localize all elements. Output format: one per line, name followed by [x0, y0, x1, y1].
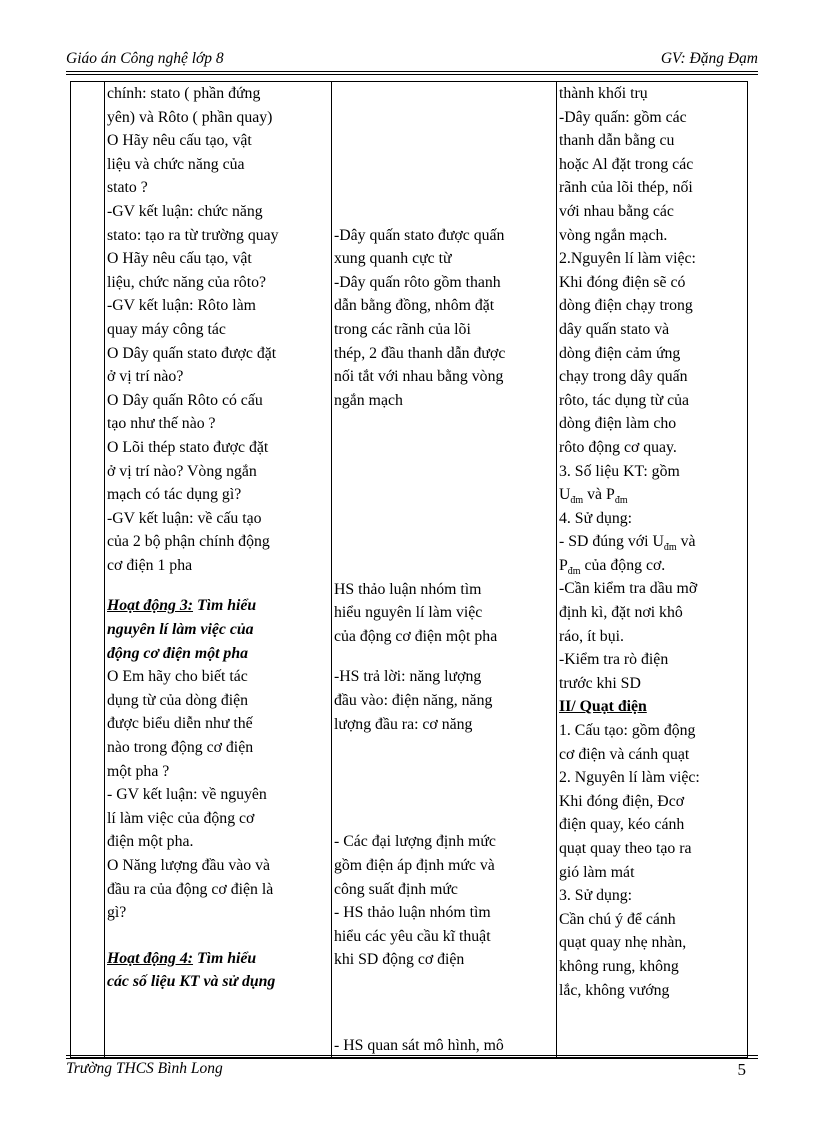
list-item: -Dây quấn: gồm các [559, 108, 687, 126]
text-and-p: và P [583, 486, 615, 504]
spacer [334, 736, 554, 830]
list-item: -HS trả lời: năng lượng [334, 668, 482, 686]
usage-line [559, 530, 745, 554]
list-item: O Hãy nêu cấu tạo, vật [107, 132, 252, 150]
list-item: -GV kết luận: Rôto làm [107, 297, 256, 315]
table-row [71, 82, 748, 1058]
list-item: 4. Sử dụng: [559, 509, 633, 527]
footer-rule-thin [66, 1058, 758, 1059]
list-item: định kì, đặt nơi khô [559, 604, 683, 622]
list-item: 3. Sử dụng: [559, 887, 633, 905]
list-item: O Em hãy cho biết tác [107, 668, 248, 686]
list-item: 1. Cấu tạo: gồm động [559, 722, 696, 740]
subscript: đm [663, 542, 677, 554]
teacher-activity-column [105, 82, 332, 1058]
text: của động cơ. [580, 556, 666, 574]
list-item: quạt quay nhẹ nhàn, [559, 934, 687, 952]
list-item: điện một pha. [107, 833, 194, 851]
list-item: tạo như thế nào ? [107, 415, 216, 433]
list-item: mạch có tác dụng gì? [107, 486, 242, 504]
list-item: Khi đóng điện, Đcơ [559, 792, 685, 810]
list-item: xung quanh cực từ [334, 250, 452, 268]
list-item: - GV kết luận: về nguyên [107, 786, 267, 804]
content-column [557, 82, 748, 1058]
list-item: hoặc Al đặt trong các [559, 155, 694, 173]
section-heading-fan: II/ Quạt điện [559, 698, 647, 716]
activity-4-heading-line: các số liệu KT và sử dụng [107, 973, 276, 991]
list-item: dụng từ của dòng điện [107, 691, 249, 709]
list-item: O Dây quấn Rôto có cấu [107, 391, 263, 409]
list-item: thành khối trụ [559, 85, 648, 102]
header-rule-thin [66, 74, 758, 75]
symbol-u: U [559, 486, 571, 504]
footer-rule [66, 1055, 758, 1056]
student-activity-column [332, 82, 557, 1058]
list-item: dòng điện chạy trong [559, 297, 693, 315]
list-item: stato: tạo ra từ trường quay [107, 226, 279, 244]
list-item: dẫn bằng đồng, nhôm đặt [334, 297, 495, 315]
list-item: quạt quay theo tạo ra [559, 840, 692, 857]
activity-3-heading [107, 594, 329, 618]
list-item: công suất định mức [334, 880, 458, 898]
header-rule [66, 71, 758, 72]
subscript: đm [614, 495, 628, 507]
header-teacher: GV: Đặng Đạm [660, 50, 758, 67]
text: và [676, 533, 696, 551]
list-item: liệu, chức năng của rôto? [107, 273, 267, 291]
list-item: O Dây quấn stato được đặt [107, 344, 277, 362]
text: - SD đúng với U [559, 533, 664, 551]
list-item: hiểu các yêu cầu kĩ thuật [334, 927, 491, 945]
list-item: ngắn mạch [334, 391, 403, 409]
list-item: - Các đại lượng định mức [334, 833, 496, 851]
activity-4-title: Tìm hiểu [193, 949, 257, 967]
list-item: nào trong động cơ điện [107, 739, 254, 757]
list-item: với nhau bằng các [559, 202, 674, 220]
list-item: hiểu nguyên lí làm việc [334, 604, 483, 622]
list-item: điện quay, kéo cánh [559, 816, 685, 834]
list-item: khi SD động cơ điện [334, 951, 465, 969]
spacer [107, 577, 329, 594]
page-header [66, 50, 758, 72]
symbol-p: P [559, 556, 568, 574]
list-item: liệu và chức năng của [107, 155, 245, 173]
subscript: đm [570, 495, 584, 507]
list-item: lí làm việc của động cơ [107, 809, 255, 827]
list-item: ở vị trí nào? [107, 368, 184, 386]
list-item: thép, 2 đầu thanh dẫn được [334, 344, 506, 362]
list-item: dòng điện làm cho [559, 415, 677, 433]
list-item: gồm điện áp định mức và [334, 857, 495, 875]
list-item: -GV kết luận: về cấu tạo [107, 509, 262, 527]
spacer [334, 648, 554, 665]
list-item: 2. Nguyên lí làm việc: [559, 769, 700, 787]
list-item: -Kiểm tra rò điện [559, 651, 669, 669]
list-item: trong các rãnh của lõi [334, 320, 471, 338]
list-item: lượng đầu ra: cơ năng [334, 715, 473, 733]
list-item: quay máy công tác [107, 320, 226, 338]
list-item: cơ điện và cánh quạt [559, 745, 690, 763]
list-item: được biểu diễn như thế [107, 715, 253, 733]
spacer [334, 412, 554, 577]
subscript: đm [567, 566, 581, 578]
header-subject: Giáo án Công nghệ lớp 8 [66, 50, 224, 67]
list-item: rãnh của lõi thép, nối [559, 179, 693, 197]
list-item: O Lõi thép stato được đặt [107, 438, 269, 456]
list-item: rôto động cơ quay. [559, 438, 677, 456]
activity-3-title: Tìm hiểu [193, 597, 257, 615]
list-item: 3. Số liệu KT: gồm [559, 462, 680, 480]
list-item: đầu ra của động cơ điện là [107, 880, 274, 898]
list-item: gì? [107, 904, 127, 922]
list-item: trước khi SD [559, 674, 641, 692]
spacer [334, 82, 554, 224]
list-item: stato ? [107, 179, 148, 197]
page-number: 5 [737, 1060, 746, 1079]
list-item: cơ điện 1 pha [107, 556, 193, 574]
list-item: của động cơ điện một pha [334, 627, 498, 645]
list-item: HS thảo luận nhóm tìm [334, 580, 482, 598]
spacer [334, 972, 554, 1034]
list-item: gió làm mát [559, 863, 635, 881]
list-item: Khi đóng điện sẽ có [559, 273, 686, 291]
list-item: dòng điện cảm ứng [559, 344, 681, 362]
rated-values [559, 483, 745, 507]
list-item: -Dây quấn rôto gồm thanh [334, 273, 501, 291]
list-item: 2.Nguyên lí làm việc: [559, 250, 696, 268]
list-item: ráo, ít bụi. [559, 627, 624, 645]
list-item: thanh dẫn bằng cu [559, 132, 675, 150]
spacer [107, 925, 329, 947]
list-item: chạy trong dây quấn [559, 368, 688, 386]
list-item: chính: stato ( phần đứng [107, 85, 261, 102]
footer-school: Trường THCS Bình Long [66, 1060, 223, 1077]
list-item: O Hãy nêu cấu tạo, vật [107, 250, 252, 268]
list-item: - HS quan sát mô hình, mô [334, 1036, 504, 1054]
lesson-table [70, 81, 748, 1058]
list-item: đầu vào: điện năng, năng [334, 691, 493, 709]
list-item: -GV kết luận: chức năng [107, 202, 263, 220]
list-item: một pha ? [107, 762, 170, 780]
list-item: yên) và Rôto ( phần quay) [107, 108, 273, 126]
list-item: nối tắt với nhau bằng vòng [334, 368, 504, 386]
list-item: của 2 bộ phận chính động [107, 533, 270, 551]
list-item: O Năng lượng đầu vào và [107, 857, 270, 874]
list-item: Cần chú ý để cánh [559, 910, 676, 928]
list-item: -Dây quấn stato được quấn [334, 226, 505, 244]
activity-4-heading [107, 947, 329, 971]
list-item: ở vị trí nào? Vòng ngắn [107, 462, 257, 480]
list-item: không rung, không [559, 957, 679, 975]
activity-3-heading-line: nguyên lí làm việc của [107, 621, 254, 639]
list-item: - HS thảo luận nhóm tìm [334, 904, 491, 922]
list-item: vòng ngắn mạch. [559, 226, 668, 244]
list-item: -Cần kiểm tra dầu mỡ [559, 580, 698, 598]
activity-3-label: Hoạt động 3: [107, 597, 194, 615]
list-item: lắc, không vướng [559, 981, 670, 999]
usage-line [559, 554, 745, 578]
activity-3-heading-line: động cơ điện một pha [107, 644, 249, 662]
list-item: dây quấn stato và [559, 320, 670, 338]
index-column [71, 82, 105, 1058]
list-item: rôto, tác dụng từ của [559, 391, 690, 409]
activity-4-label: Hoạt động 4: [107, 949, 194, 967]
